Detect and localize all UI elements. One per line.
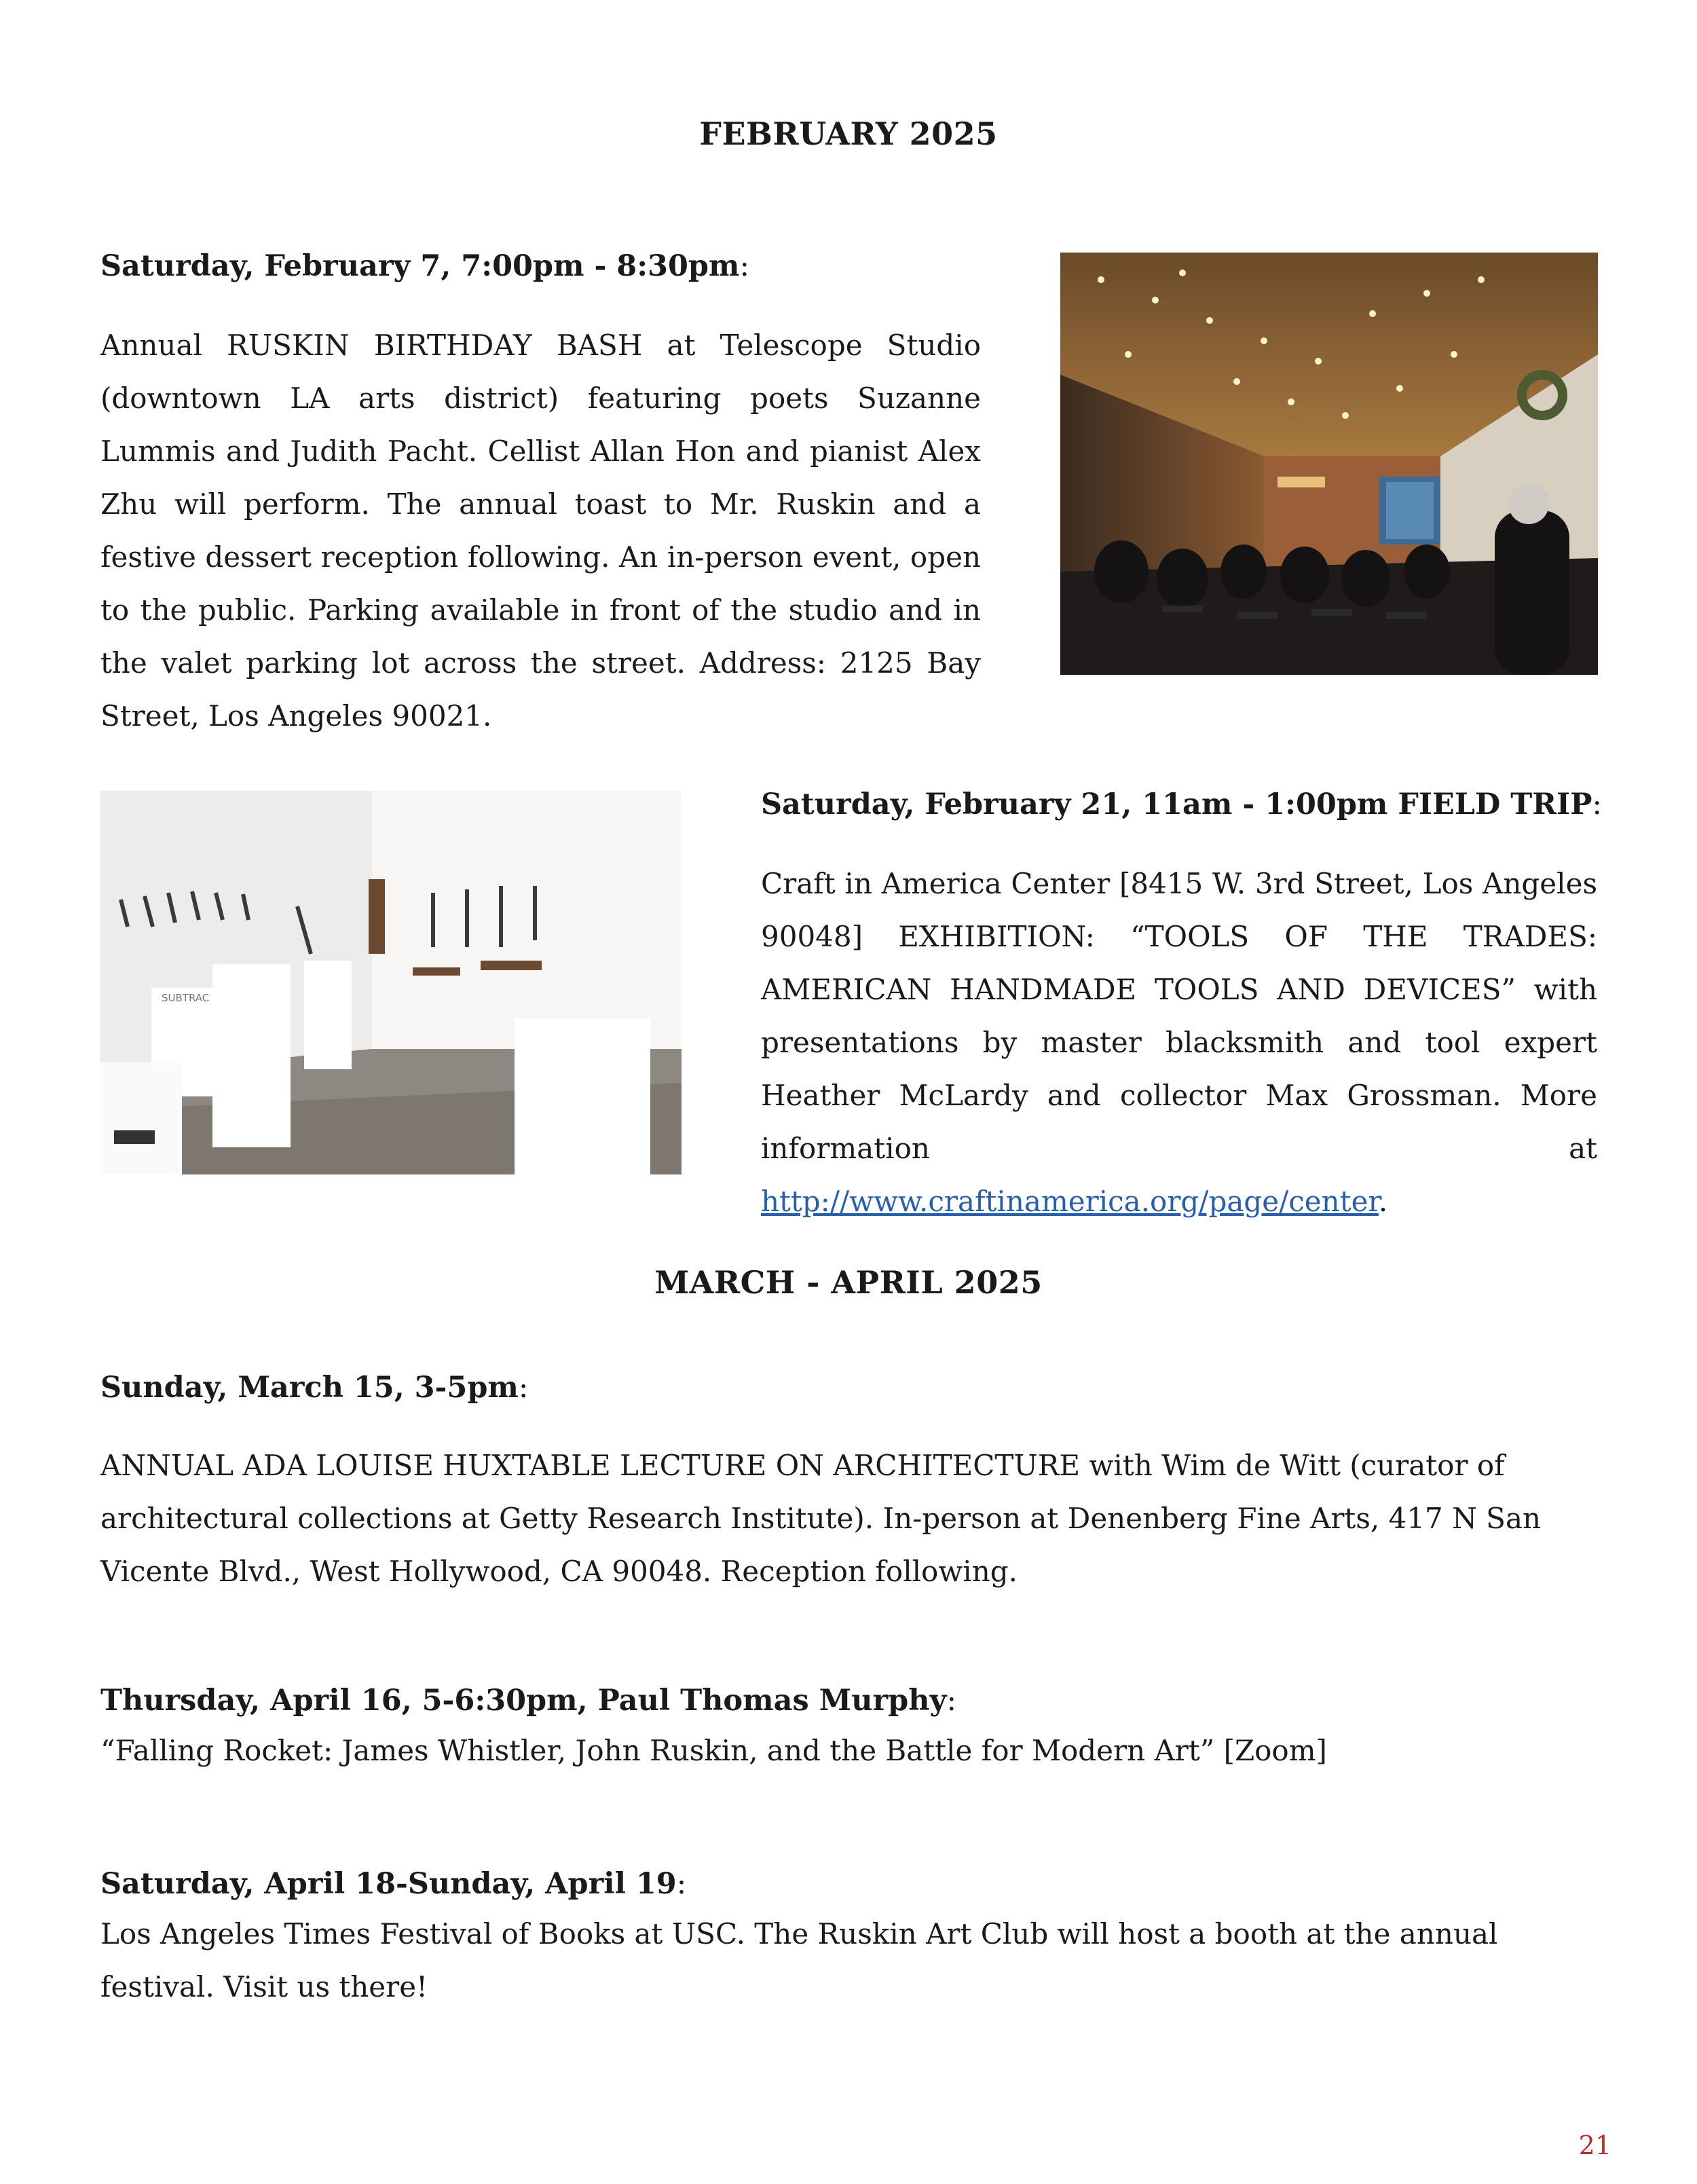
event-date-feb-21: Saturday, February 21, 11am - 1:00pm FIELD TRIP: bbox=[761, 788, 1602, 821]
svg-text:SUBTRAC: SUBTRAC bbox=[162, 992, 210, 1004]
gallery-exhibition-photo bbox=[100, 791, 682, 1174]
event-description-mar-15: ANNUAL ADA LOUISE HUXTABLE LECTURE ON ARCHITECTURE with Wim de Witt (curator of architectural collections at Getty Research Institute). In-person at Denenberg Fine Arts, 417 N San Vicente Blvd., West Hollywood, CA 90048. Reception following. bbox=[100, 1449, 1542, 1588]
event-date-mar-15: Sunday, March 15, 3-5pm: bbox=[100, 1371, 529, 1405]
event-date-apr-18: Saturday, April 18-Sunday, April 19: bbox=[100, 1867, 687, 1901]
event-hall-photo bbox=[1060, 253, 1598, 675]
event-description-apr-18: Los Angeles Times Festival of Books at USC. The Ruskin Art Club will host a booth at the annual festival. Visit us there! bbox=[100, 1917, 1498, 2003]
page-number: 21 bbox=[1578, 2130, 1611, 2160]
craft-in-america-link[interactable]: http://www.craftinamerica.org/page/center bbox=[761, 1185, 1379, 1218]
march-april-heading: MARCH - APRIL 2025 bbox=[654, 1264, 1043, 1301]
event-description-feb-21: Craft in America Center [8415 W. 3rd Street, Los Angeles 90048] EXHIBITION: “TOOLS OF THE TRADES: AMERICAN HANDMADE TOOLS AND DEVICES” with presentations by master blacksmith and tool expert Heather McLardy and collector Max Grossman. More information at http://www.craftinamerica.org/page/center. bbox=[761, 867, 1597, 1218]
event-date-feb-7: Saturday, February 7, 7:00pm - 8:30pm: bbox=[100, 249, 749, 283]
event-description-feb-7: Annual RUSKIN BIRTHDAY BASH at Telescope Studio (downtown LA arts district) featuring poets Suzanne Lummis and Judith Pacht. Cellist Allan Hon and pianist Alex Zhu will perform. The annual toast to Mr. Ruskin and a festive dessert reception following. An in-person event, open to the public. Parking available in front of the studio and in the valet parking lot across the street. Address: 2125 Bay Street, Los Angeles 90021. bbox=[100, 329, 981, 733]
event-date-apr-16: Thursday, April 16, 5-6:30pm, Paul Thomas Murphy: bbox=[100, 1684, 956, 1718]
event-description-apr-16: “Falling Rocket: James Whistler, John Ruskin, and the Battle for Modern Art” [Zoom] bbox=[100, 1734, 1327, 1767]
february-heading: FEBRUARY 2025 bbox=[699, 115, 998, 152]
